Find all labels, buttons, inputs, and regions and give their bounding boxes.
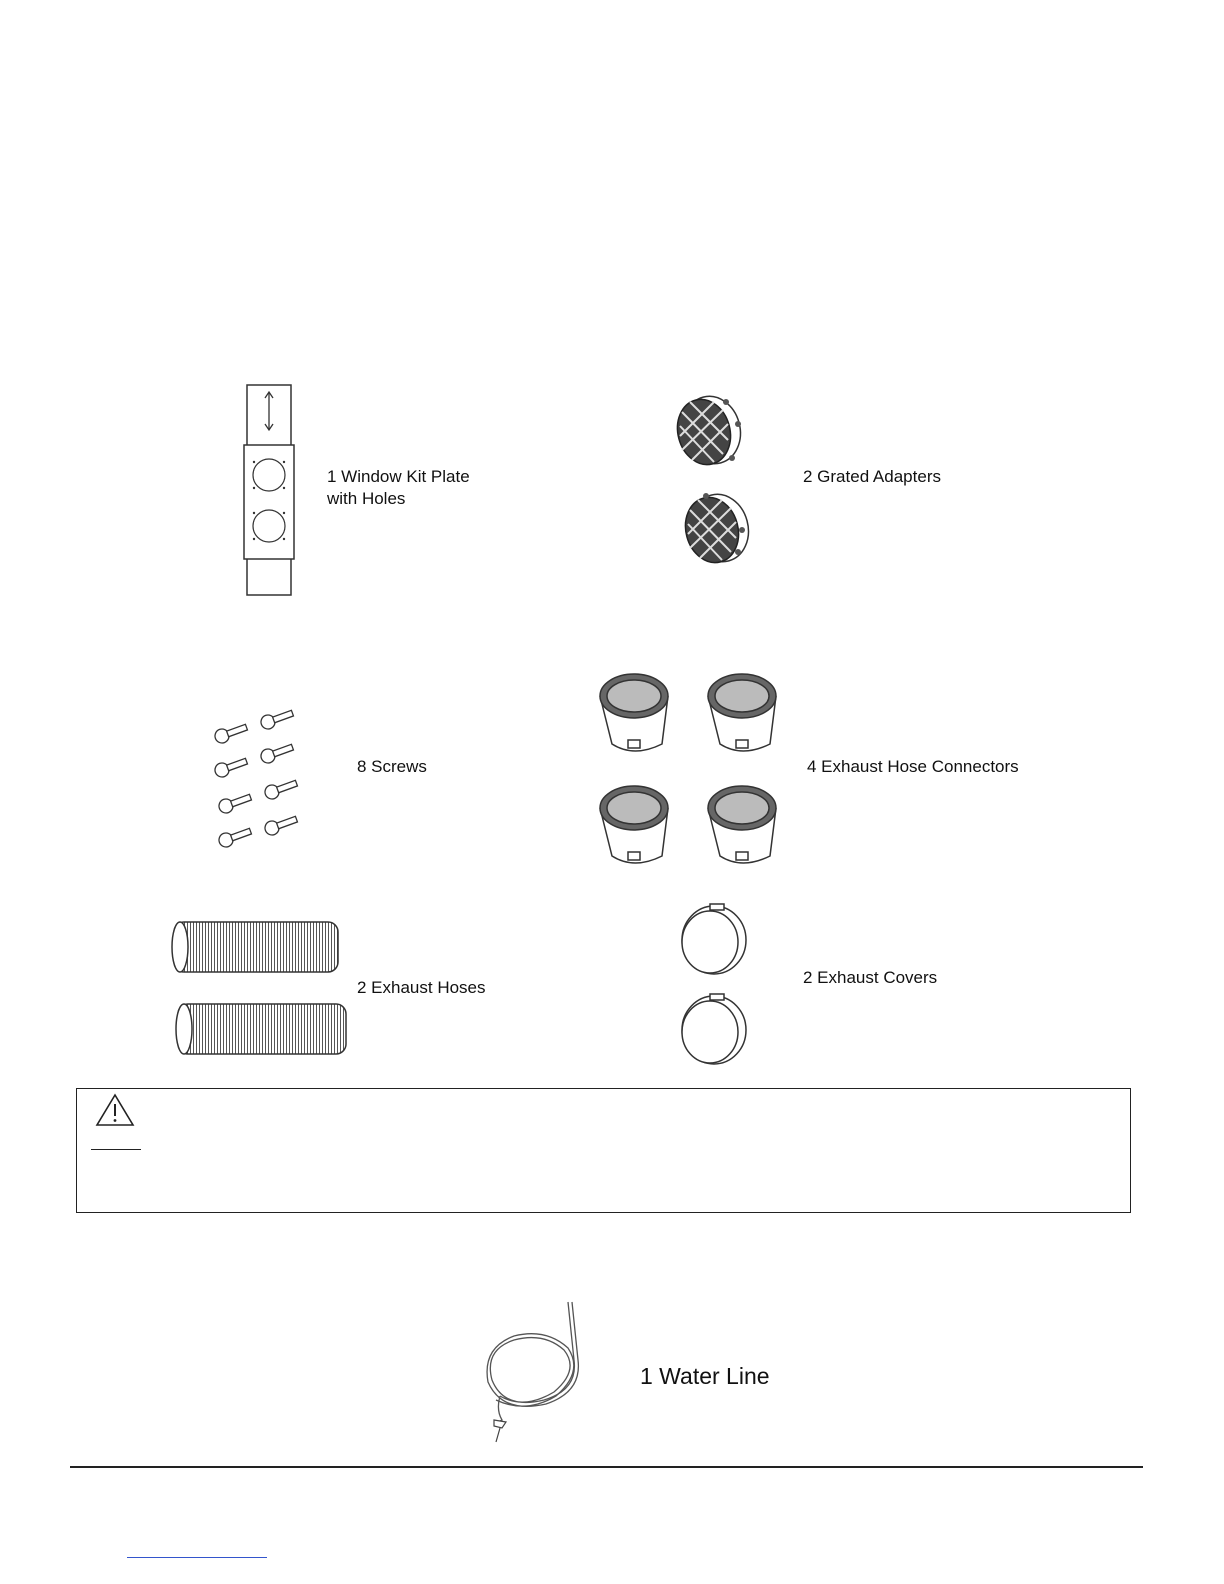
exhaust-cover-icon xyxy=(674,902,754,1072)
window-kit-plate-icon xyxy=(240,383,300,599)
exhaust-covers-label: 2 Exhaust Covers xyxy=(803,968,938,987)
window-kit-plate-label: 1 Window Kit Plate with Holes xyxy=(327,467,470,508)
hose-connector-icon xyxy=(592,670,792,870)
exhaust-hose-icon xyxy=(168,918,350,1060)
warning-triangle-icon xyxy=(95,1093,135,1127)
grated-adapters-label: 2 Grated Adapters xyxy=(803,467,941,486)
water-line-icon xyxy=(484,1300,584,1445)
warning-box xyxy=(76,1088,1131,1213)
screws-label: 8 Screws xyxy=(357,757,427,776)
footer-divider xyxy=(70,1466,1143,1468)
grated-adapter-icon xyxy=(676,488,756,568)
blank-underline xyxy=(91,1149,141,1150)
screw-icon xyxy=(208,706,304,856)
grated-adapter-icon xyxy=(668,392,748,472)
water-line-label: 1 Water Line xyxy=(640,1363,770,1389)
exhaust-hose-connectors-label: 4 Exhaust Hose Connectors xyxy=(807,757,1019,776)
footer-link-underline[interactable] xyxy=(127,1557,267,1558)
exhaust-hoses-label: 2 Exhaust Hoses xyxy=(357,978,486,997)
